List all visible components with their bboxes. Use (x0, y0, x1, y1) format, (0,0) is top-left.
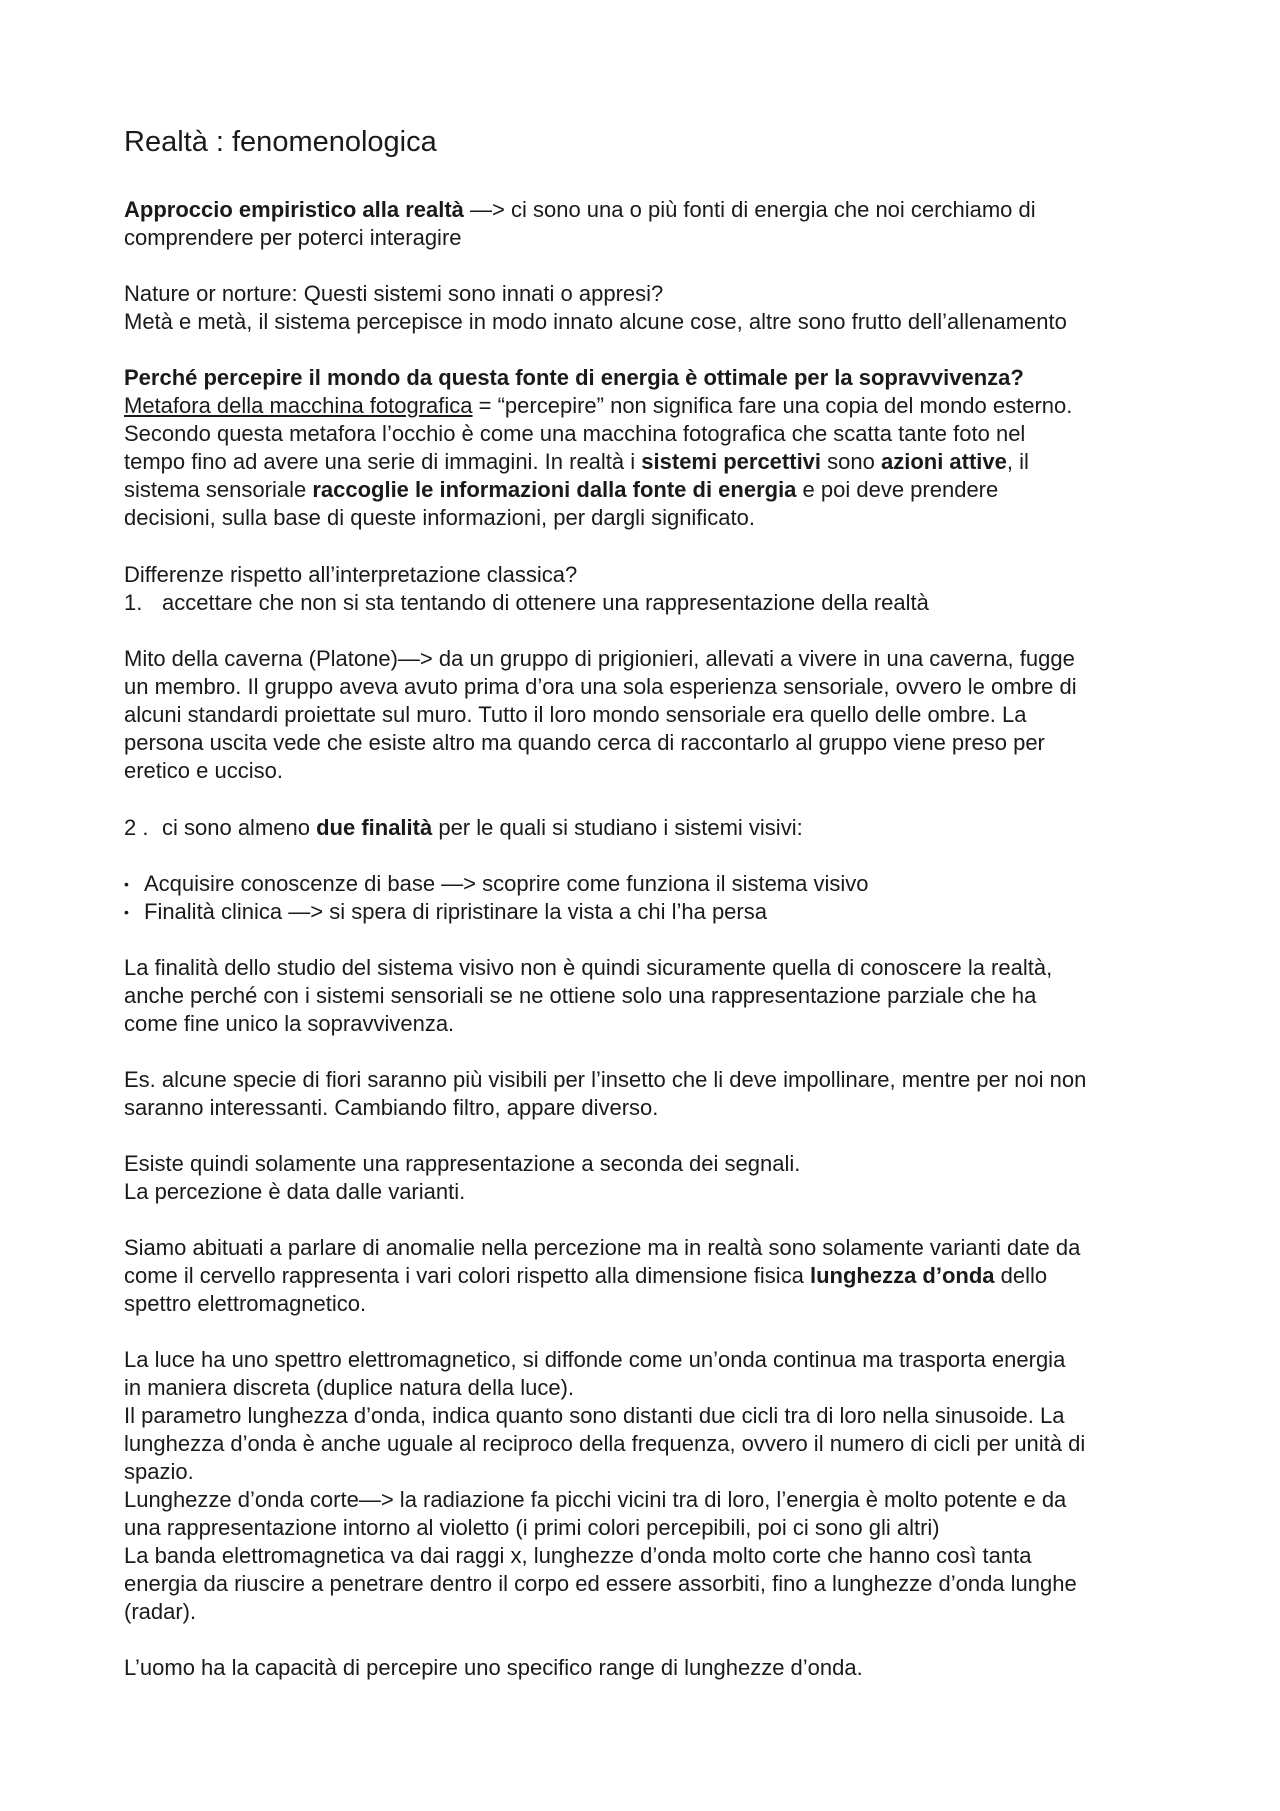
paragraph-finalita: La finalità dello studio del sistema visivo non è quindi sicuramente quella di conoscere la realtà, anche perché con i sistemi sensoriali se ne ottiene solo una rappresentazione parziale che ha come fine unico la sopravvivenza. (124, 955, 1053, 1036)
bullet-icon: • (124, 876, 129, 892)
paragraph-esempio: Es. alcune specie di fiori saranno più visibili per l’insetto che li deve impollinare, mentre per noi non saranno interessanti. Cambiando filtro, appare diverso. (124, 1067, 1087, 1120)
bold-term: Approccio empiristico alla realtà (124, 197, 464, 222)
bold-question: Perché percepire il mondo da questa fonte di energia è ottimale per la sopravvivenza? (124, 365, 1024, 390)
bullet-list (124, 870, 1180, 926)
paragraph-caverna: Mito della caverna (Platone)—> da un gruppo di prigionieri, allevati a vivere in una caverna, fugge un membro. Il gruppo aveva avuto prima d’ora una sola esperienza sensoriale, ovvero le ombre di alcuni standardi proiettate sul muro. Tutto il loro mondo sensoriale era quello delle ombre. La persona uscita vede che esiste altro ma quando cerca di raccontarlo al gruppo viene preso per eretico e ucciso. (124, 646, 1077, 783)
underlined-term: Metafora della macchina fotografica (124, 393, 473, 418)
numbered-item-2: 2 . ci sono almeno due finalità per le quali si studiano i sistemi visivi: (124, 815, 803, 840)
paragraph-approccio: Approccio empiristico alla realtà —> ci sono una o più fonti di energia che noi cerchiamo di comprendere per poterci interagire (124, 197, 1036, 250)
paragraph-nature: Nature or norture: Questi sistemi sono innati o appresi? Metà e metà, il sistema percepisce in modo innato alcune cose, altre sono frutto dell’allenamento (124, 281, 1067, 334)
paragraph-rappresentazione: Esiste quindi solamente una rappresentazione a seconda dei segnali. La percezione è data dalle varianti. (124, 1151, 801, 1204)
page-title: Realtà : fenomenologica (124, 126, 437, 158)
paragraph-anomalie: Siamo abituati a parlare di anomalie nella percezione ma in realtà sono solamente varianti date da come il cervello rappresenta i vari colori rispetto alla dimensione fisica lunghezza d’onda dello spettro elettromagnetico. (124, 1235, 1081, 1316)
bullet-icon: • (124, 904, 129, 920)
paragraph-differenze: Differenze rispetto all’interpretazione classica? 1. accettare che non si sta tentando di ottenere una rappresentazione della realtà (124, 561, 1180, 617)
paragraph-uomo: L’uomo ha la capacità di percepire uno specifico range di lunghezze d’onda. (124, 1655, 863, 1680)
list-item: • Finalità clinica —> si spera di ripristinare la vista a chi l’ha persa (124, 899, 767, 924)
paragraph-metafora: Perché percepire il mondo da questa fonte di energia è ottimale per la sopravvivenza? Metafora della macchina fotografica = “percepire” non significa fare una copia del mondo esterno. Secondo questa metafora l’occhio è come una macchina fotografica che scatta tante foto nel tempo fino ad avere una serie di immagini. In realtà i sistemi percettivi sono azioni attive, il sistema sensoriale raccoglie le informazioni dalla fonte di energia e poi deve prendere decisioni, sulla base di queste informazioni, per dargli significato. (124, 365, 1073, 530)
paragraph-luce: La luce ha uno spettro elettromagnetico, si diffonde come un’onda continua ma trasporta energia in maniera discreta (duplice natura della luce). Il parametro lunghezza d’onda, indica quanto sono distanti due cicli tra di loro nella sinusoide. La lunghezza d’onda è anche uguale al reciproco della frequenza, ovvero il numero di cicli per unità di spazio. Lunghezze d’onda corte—> la radiazione fa picchi vicini tra di loro, l’energia è molto potente e da una rappresentazione intorno al violetto (i primi colori percepibili, poi ci sono gli altri) La banda elettromagnetica va dai raggi x, lunghezze d’onda molto corte che hanno così tanta energia da riuscire a penetrare dentro il corpo ed essere assorbiti, fino a lunghezze d’onda lunghe (radar). (124, 1347, 1086, 1624)
numbered-item-1: 1. accettare che non si sta tentando di ottenere una rappresentazione della realtà (124, 590, 929, 615)
list-item: • Acquisire conoscenze di base —> scoprire come funziona il sistema visivo (124, 871, 869, 896)
